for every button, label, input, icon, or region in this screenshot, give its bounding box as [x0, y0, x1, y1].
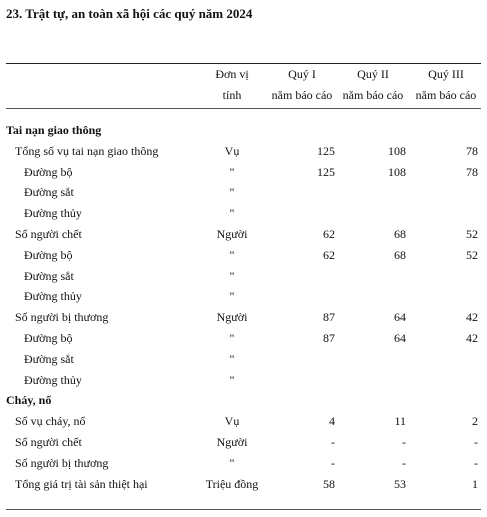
- row-value-q2: 64: [394, 330, 406, 345]
- row-value-q3: -: [474, 455, 478, 470]
- row-value-q1: 4: [329, 414, 335, 429]
- row-unit: ": [229, 247, 235, 262]
- row-label: Đường sắt: [24, 268, 74, 283]
- table-row: [0, 225, 487, 246]
- row-unit: Vụ: [224, 414, 240, 429]
- row-value-q2: -: [402, 434, 406, 449]
- header-q2: [338, 64, 408, 106]
- row-unit: ": [229, 268, 235, 283]
- row-label: Số người bị thương: [15, 310, 109, 325]
- row-unit: ": [229, 164, 235, 179]
- row-value-q1: -: [331, 434, 335, 449]
- row-value-q1: 125: [317, 143, 335, 158]
- row-value-q3: 1: [472, 476, 478, 491]
- table-body: [0, 121, 487, 495]
- row-unit: ": [229, 206, 235, 221]
- row-value-q3: 42: [466, 330, 478, 345]
- row-value-q2: 11: [394, 414, 406, 429]
- row-label: Số người chết: [15, 226, 82, 241]
- row-value-q2: 108: [388, 143, 406, 158]
- row-value-q3: 52: [466, 247, 478, 262]
- row-label: Số người bị thương: [15, 455, 109, 470]
- section-header-row: [0, 391, 487, 412]
- table-row: [0, 183, 487, 204]
- row-value-q3: 52: [466, 226, 478, 241]
- row-value-q1: 87: [323, 330, 335, 345]
- row-value-q1: 87: [323, 310, 335, 325]
- row-label: Số vụ cháy, nổ: [15, 414, 86, 429]
- row-value-q1: 62: [323, 226, 335, 241]
- table-row: [0, 204, 487, 225]
- table-row: [0, 433, 487, 454]
- table-bottom-rule: [6, 509, 481, 510]
- table-row: [0, 329, 487, 350]
- row-value-q1: 125: [317, 164, 335, 179]
- row-value-q3: 78: [466, 164, 478, 179]
- row-value-q2: 53: [394, 476, 406, 491]
- header-q2-line2: năm báo cáo: [342, 88, 404, 102]
- header-q1-line2: năm báo cáo: [271, 88, 333, 102]
- row-label: Tổng giá trị tài sản thiệt hại: [15, 476, 148, 491]
- row-label: Tai nạn giao thông: [6, 123, 102, 137]
- table-row: [0, 308, 487, 329]
- header-unit: [198, 64, 266, 106]
- table-row: [0, 350, 487, 371]
- row-label: Đường sắt: [24, 351, 74, 366]
- row-label: Đường thủy: [24, 206, 82, 221]
- table-row: [0, 475, 487, 496]
- table-row: [0, 454, 487, 475]
- row-value-q2: 108: [388, 164, 406, 179]
- header-bottom-rule: [6, 108, 481, 109]
- header-q2-line1: Quý II: [357, 67, 389, 81]
- row-label: Đường bộ: [24, 164, 73, 179]
- row-unit: ": [229, 351, 235, 366]
- row-value-q2: 64: [394, 310, 406, 325]
- table-row: [0, 287, 487, 308]
- row-value-q1: -: [331, 455, 335, 470]
- row-label: Đường thủy: [24, 289, 82, 304]
- row-value-q2: 68: [394, 226, 406, 241]
- row-unit: ": [229, 185, 235, 200]
- row-unit: ": [229, 289, 235, 304]
- row-unit: ": [229, 330, 235, 345]
- table-row: [0, 163, 487, 184]
- row-unit: Vụ: [224, 143, 240, 158]
- table-row: [0, 246, 487, 267]
- table-row: [0, 371, 487, 392]
- row-value-q3: 2: [472, 414, 478, 429]
- row-unit: Người: [216, 434, 248, 449]
- header-unit-line1: Đơn vị: [215, 67, 249, 81]
- row-unit: ": [229, 455, 235, 470]
- table-row: [0, 142, 487, 163]
- header-unit-line2: tính: [222, 88, 242, 102]
- row-value-q2: 68: [394, 247, 406, 262]
- row-unit: Người: [216, 226, 248, 241]
- row-label: Đường bộ: [24, 330, 73, 345]
- row-value-q1: 58: [323, 476, 335, 491]
- row-unit: ": [229, 372, 235, 387]
- header-q1-line1: Quý I: [288, 67, 316, 81]
- row-value-q1: 62: [323, 247, 335, 262]
- header-q3: [410, 64, 482, 106]
- row-value-q3: -: [474, 434, 478, 449]
- row-label: Đường bộ: [24, 247, 73, 262]
- row-value-q3: 78: [466, 143, 478, 158]
- row-label: Số người chết: [15, 434, 82, 449]
- section-header-row: [0, 121, 487, 142]
- row-value-q2: -: [402, 455, 406, 470]
- table-row: [0, 412, 487, 433]
- page-title: 23. Trật tự, an toàn xã hội các quý năm 2024: [6, 6, 253, 21]
- row-label: Đường sắt: [24, 185, 74, 200]
- row-label: Đường thủy: [24, 372, 82, 387]
- row-unit: Triệu đồng: [205, 476, 259, 491]
- header-q3-line1: Quý III: [428, 67, 464, 81]
- row-value-q3: 42: [466, 310, 478, 325]
- row-label: Cháy, nổ: [6, 393, 52, 408]
- header-q1: [268, 64, 336, 106]
- row-label: Tổng số vụ tai nạn giao thông: [15, 143, 159, 158]
- row-unit: Người: [216, 310, 248, 325]
- header-q3-line2: năm báo cáo: [415, 88, 477, 102]
- table-row: [0, 267, 487, 288]
